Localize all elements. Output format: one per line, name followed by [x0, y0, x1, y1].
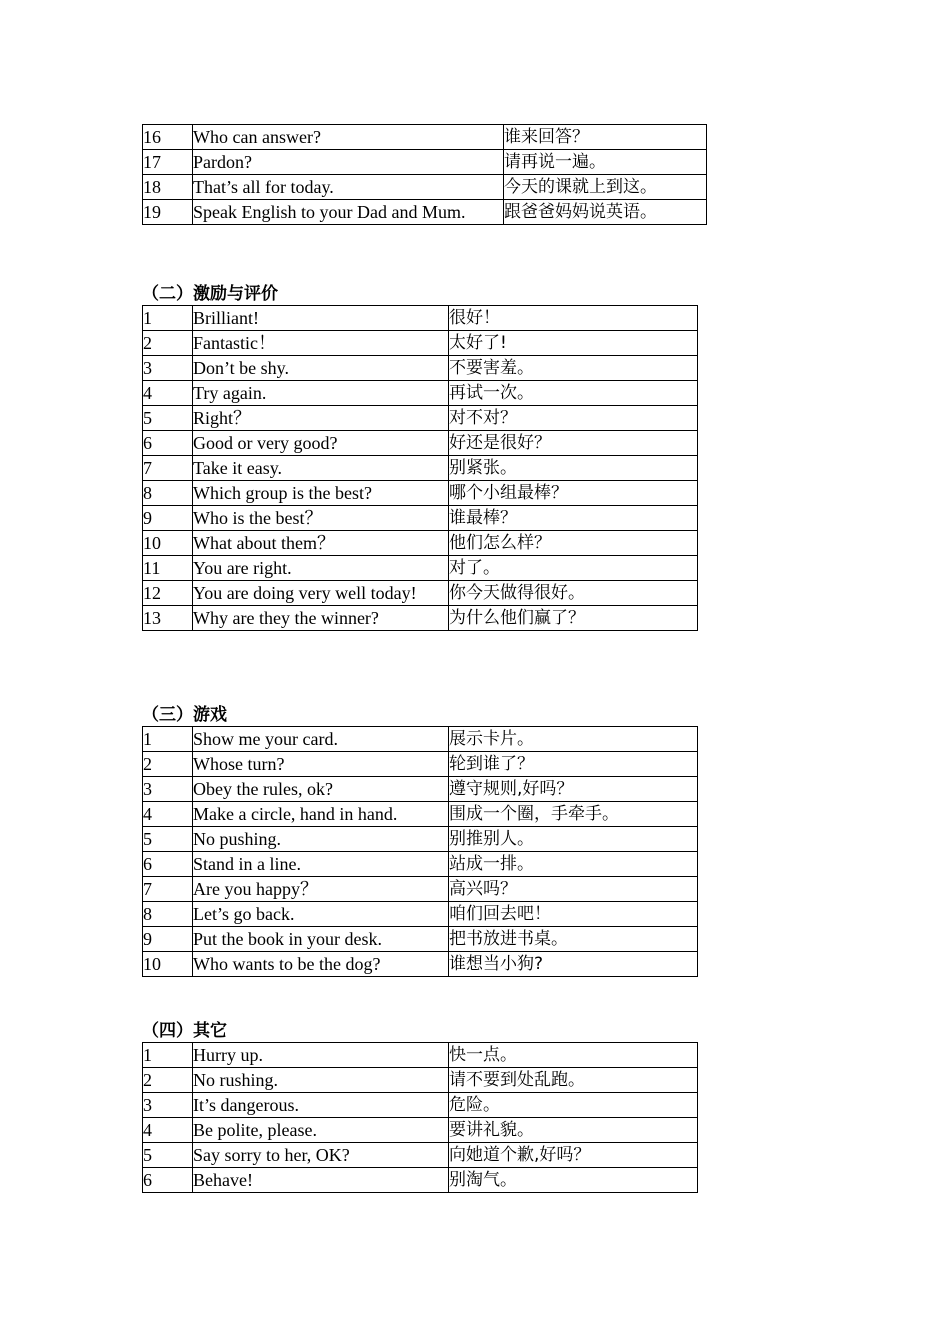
chinese-translation: 你今天做得很好。: [449, 581, 698, 606]
section-2-block: [142, 283, 698, 631]
row-number: 6: [143, 1168, 193, 1193]
table-row: [143, 456, 698, 481]
chinese-translation: 跟爸爸妈妈说英语。: [504, 200, 707, 225]
table-row: [143, 506, 698, 531]
phrase-table-2: [142, 305, 698, 631]
row-number: 2: [143, 752, 193, 777]
english-phrase: Take it easy.: [193, 456, 449, 481]
table-row: [143, 1118, 698, 1143]
english-phrase: Who wants to be the dog?: [193, 952, 449, 977]
table-row: [143, 606, 698, 631]
english-phrase: No rushing.: [193, 1068, 449, 1093]
english-phrase: Don’t be shy.: [193, 356, 449, 381]
row-number: 12: [143, 581, 193, 606]
section-3-title: （三）游戏: [142, 705, 227, 725]
chinese-translation: 别推别人。: [449, 827, 698, 852]
english-phrase: Are you happy？: [193, 877, 449, 902]
chinese-translation: 对不对？: [449, 406, 698, 431]
chinese-translation: 谁想当小狗?: [449, 952, 698, 977]
chinese-translation: 再试一次。: [449, 381, 698, 406]
english-phrase: Who can answer?: [193, 125, 504, 150]
chinese-translation: 太好了!: [449, 331, 698, 356]
row-number: 3: [143, 777, 193, 802]
row-number: 2: [143, 1068, 193, 1093]
section-2-title: （二）激励与评价: [142, 284, 278, 304]
english-phrase: Put the book in your desk.: [193, 927, 449, 952]
english-phrase: Let’s go back.: [193, 902, 449, 927]
english-phrase: Be polite, please.: [193, 1118, 449, 1143]
table-row: [143, 852, 698, 877]
english-phrase: What about them？: [193, 531, 449, 556]
table-row: [143, 1093, 698, 1118]
chinese-translation: 请不要到处乱跑。: [449, 1068, 698, 1093]
english-phrase: Say sorry to her, OK?: [193, 1143, 449, 1168]
row-number: 2: [143, 331, 193, 356]
phrase-table-1-body: [143, 125, 707, 225]
chinese-translation: 把书放进书桌。: [449, 927, 698, 952]
english-phrase: Fantastic！: [193, 331, 449, 356]
table-row: [143, 877, 698, 902]
english-phrase: Brilliant!: [193, 306, 449, 331]
table-row: [143, 125, 707, 150]
chinese-translation: 要讲礼貌。: [449, 1118, 698, 1143]
chinese-translation: 他们怎么样？: [449, 531, 698, 556]
english-phrase: Stand in a line.: [193, 852, 449, 877]
row-number: 8: [143, 902, 193, 927]
english-phrase: Why are they the winner?: [193, 606, 449, 631]
chinese-translation: 遵守规则,好吗？: [449, 777, 698, 802]
table-row: [143, 431, 698, 456]
row-number: 6: [143, 431, 193, 456]
table-row: [143, 727, 698, 752]
row-number: 1: [143, 1043, 193, 1068]
chinese-translation: 高兴吗？: [449, 877, 698, 902]
table-row: [143, 331, 698, 356]
english-phrase: Which group is the best?: [193, 481, 449, 506]
row-number: 7: [143, 456, 193, 481]
table-row: [143, 1143, 698, 1168]
row-number: 4: [143, 381, 193, 406]
table-row: [143, 1068, 698, 1093]
table-row: [143, 802, 698, 827]
row-number: 7: [143, 877, 193, 902]
chinese-translation: 今天的课就上到这。: [504, 175, 707, 200]
row-number: 18: [143, 175, 193, 200]
section-4-title: （四）其它: [142, 1021, 227, 1041]
chinese-translation: 轮到谁了？: [449, 752, 698, 777]
row-number: 5: [143, 406, 193, 431]
table-row: [143, 150, 707, 175]
chinese-translation: 不要害羞。: [449, 356, 698, 381]
chinese-translation: 请再说一遍。: [504, 150, 707, 175]
english-phrase: Whose turn?: [193, 752, 449, 777]
table-row: [143, 581, 698, 606]
chinese-translation: 向她道个歉,好吗？: [449, 1143, 698, 1168]
chinese-translation: 咱们回去吧！: [449, 902, 698, 927]
table-row: [143, 927, 698, 952]
table-row: [143, 381, 698, 406]
english-phrase: Obey the rules, ok?: [193, 777, 449, 802]
table-row: [143, 306, 698, 331]
table-row: [143, 531, 698, 556]
phrase-table-2-body: [143, 306, 698, 631]
table-row: [143, 200, 707, 225]
phrase-table-3-body: [143, 727, 698, 977]
row-number: 3: [143, 1093, 193, 1118]
phrase-table-4: [142, 1042, 698, 1193]
table-row: [143, 777, 698, 802]
row-number: 17: [143, 150, 193, 175]
table-row: [143, 952, 698, 977]
row-number: 4: [143, 802, 193, 827]
english-phrase: It’s dangerous.: [193, 1093, 449, 1118]
row-number: 10: [143, 952, 193, 977]
table-row: [143, 902, 698, 927]
english-phrase: Try again.: [193, 381, 449, 406]
english-phrase: You are right.: [193, 556, 449, 581]
chinese-translation: 哪个小组最棒？: [449, 481, 698, 506]
row-number: 9: [143, 506, 193, 531]
english-phrase: Speak English to your Dad and Mum.: [193, 200, 504, 225]
english-phrase: Pardon?: [193, 150, 504, 175]
row-number: 8: [143, 481, 193, 506]
english-phrase: Behave!: [193, 1168, 449, 1193]
chinese-translation: 快一点。: [449, 1043, 698, 1068]
row-number: 5: [143, 1143, 193, 1168]
chinese-translation: 很好！: [449, 306, 698, 331]
row-number: 16: [143, 125, 193, 150]
row-number: 4: [143, 1118, 193, 1143]
table-row: [143, 175, 707, 200]
english-phrase: Right？: [193, 406, 449, 431]
english-phrase: Make a circle, hand in hand.: [193, 802, 449, 827]
chinese-translation: 别淘气。: [449, 1168, 698, 1193]
table-row: [143, 356, 698, 381]
chinese-translation: 为什么他们赢了？: [449, 606, 698, 631]
chinese-translation: 围成一个圈，手牵手。: [449, 802, 698, 827]
row-number: 5: [143, 827, 193, 852]
chinese-translation: 谁最棒？: [449, 506, 698, 531]
english-phrase: No pushing.: [193, 827, 449, 852]
row-number: 1: [143, 727, 193, 752]
row-number: 9: [143, 927, 193, 952]
english-phrase: You are doing very well today!: [193, 581, 449, 606]
chinese-translation: 站成一排。: [449, 852, 698, 877]
chinese-translation: 别紧张。: [449, 456, 698, 481]
row-number: 11: [143, 556, 193, 581]
english-phrase: Who is the best？: [193, 506, 449, 531]
english-phrase: Show me your card.: [193, 727, 449, 752]
table-row: [143, 406, 698, 431]
table-row: [143, 1043, 698, 1068]
table-row: [143, 1168, 698, 1193]
chinese-translation: 危险。: [449, 1093, 698, 1118]
row-number: 19: [143, 200, 193, 225]
section-3-block: [142, 704, 698, 977]
table-row: [143, 481, 698, 506]
section-1-block: [142, 124, 707, 225]
english-phrase: That’s all for today.: [193, 175, 504, 200]
table-row: [143, 556, 698, 581]
phrase-table-1: [142, 124, 707, 225]
phrase-table-4-body: [143, 1043, 698, 1193]
english-phrase: Good or very good?: [193, 431, 449, 456]
chinese-translation: 展示卡片。: [449, 727, 698, 752]
table-row: [143, 827, 698, 852]
chinese-translation: 对了。: [449, 556, 698, 581]
english-phrase: Hurry up.: [193, 1043, 449, 1068]
row-number: 13: [143, 606, 193, 631]
chinese-translation: 谁来回答？: [504, 125, 707, 150]
row-number: 1: [143, 306, 193, 331]
table-row: [143, 752, 698, 777]
phrase-table-3: [142, 726, 698, 977]
row-number: 10: [143, 531, 193, 556]
row-number: 3: [143, 356, 193, 381]
row-number: 6: [143, 852, 193, 877]
chinese-translation: 好还是很好？: [449, 431, 698, 456]
section-4-block: [142, 1020, 698, 1193]
